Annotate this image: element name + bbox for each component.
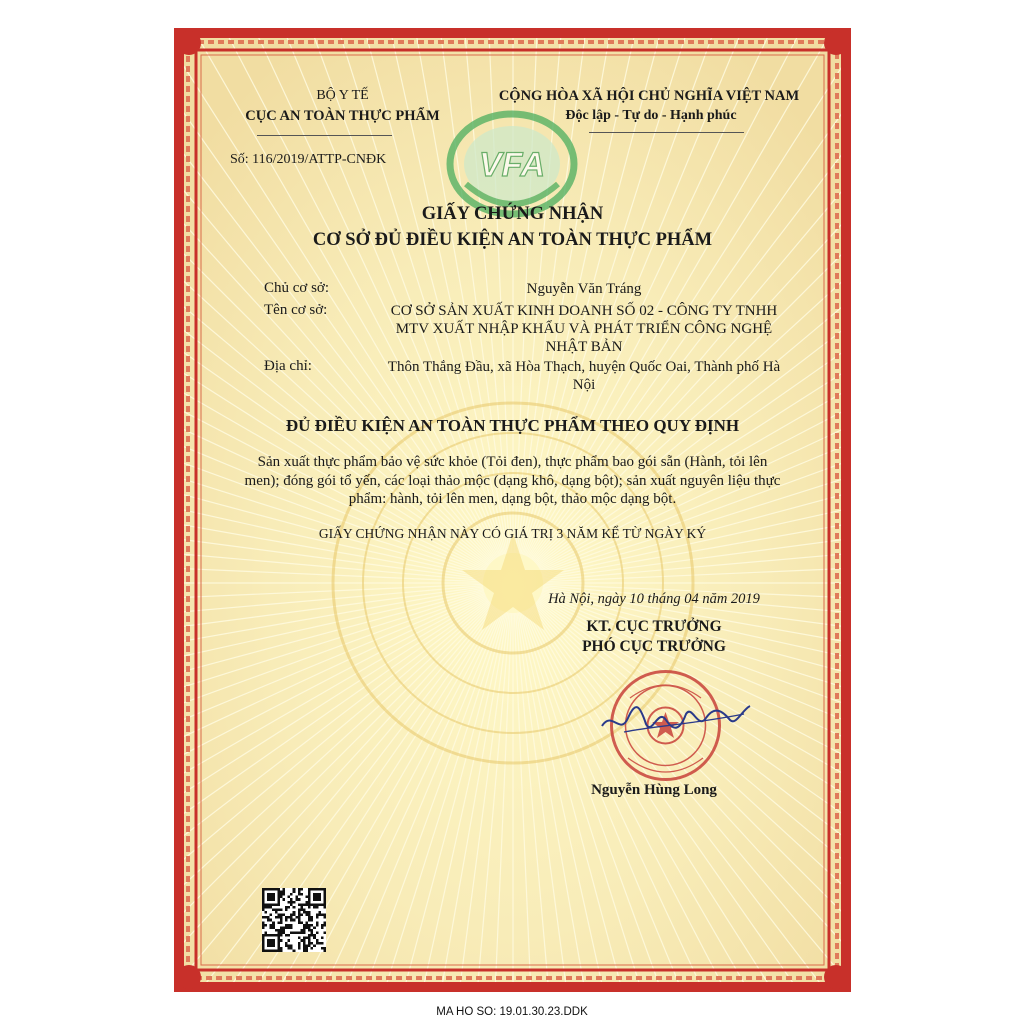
address-value: Thôn Thắng Đầu, xã Hòa Thạch, huyện Quốc Oai, Thành phố Hà Nội [387, 359, 781, 393]
department-name: CỤC AN TOÀN THỰC PHẨM [245, 108, 440, 124]
header-underline-left [257, 135, 392, 136]
certificate-title: GIẤY CHỨNG NHẬN [421, 204, 604, 224]
owner-value: Nguyễn Văn Tráng [526, 281, 642, 297]
document-number: Số: 116/2019/ATTP-CNĐK [230, 152, 387, 167]
qr-code[interactable] [262, 888, 326, 952]
compliance-heading: ĐỦ ĐIỀU KIỆN AN TOÀN THỰC PHẨM THEO QUY ĐỊNH [285, 416, 740, 435]
national-motto: Độc lập - Tự do - Hạnh phúc [565, 108, 737, 123]
vfa-logo-text: VFA [478, 146, 546, 184]
issue-date: Hà Nội, ngày 10 tháng 04 năm 2019 [548, 591, 760, 607]
signer-position: PHÓ CỤC TRƯỞNG [582, 638, 726, 655]
certificate-subtitle: CƠ SỞ ĐỦ ĐIỀU KIỆN AN TOÀN THỰC PHẨM [312, 230, 713, 250]
address-label: Địa chỉ: [264, 358, 312, 374]
validity-statement: GIẤY CHỨNG NHẬN NÀY CÓ GIÁ TRỊ 3 NĂM KỂ TỪ NGÀY KÝ [318, 526, 707, 541]
signer-name: Nguyễn Hùng Long [591, 782, 717, 798]
certificate [174, 28, 851, 992]
header-underline-right [589, 132, 744, 133]
republic-name: CỘNG HÒA XÃ HỘI CHỦ NGHĨA VIỆT NAM [498, 88, 800, 104]
handwritten-signature [594, 696, 754, 742]
ministry-name: BỘ Y TẾ [316, 88, 369, 103]
signer-title: KT. CỤC TRƯỞNG [586, 618, 722, 635]
business-scope: Sản xuất thực phẩm bảo vệ sức khỏe (Tỏi đen), thực phẩm bao gói sẵn (Hành, tỏi lên men); đóng gói tổ yến, các loại thảo mộc (dạng khô, dạng bột); sản xuất nguyên liệu thực phẩm: hành, tỏi lên men, dạng bột, thảo mộc dạng bột. [244, 454, 781, 507]
owner-label: Chủ cơ sở: [264, 280, 330, 296]
file-number: MA HO SO: 19.01.30.23.DDK [436, 1006, 588, 1018]
establishment-name-label: Tên cơ sở: [264, 302, 328, 318]
establishment-name-value: CƠ SỞ SẢN XUẤT KINH DOANH SỐ 02 - CÔNG TY TNHH MTV XUẤT NHẬP KHẨU VÀ PHÁT TRIỂN CÔNG NGHỆ NHẬT BẢN [390, 303, 778, 355]
